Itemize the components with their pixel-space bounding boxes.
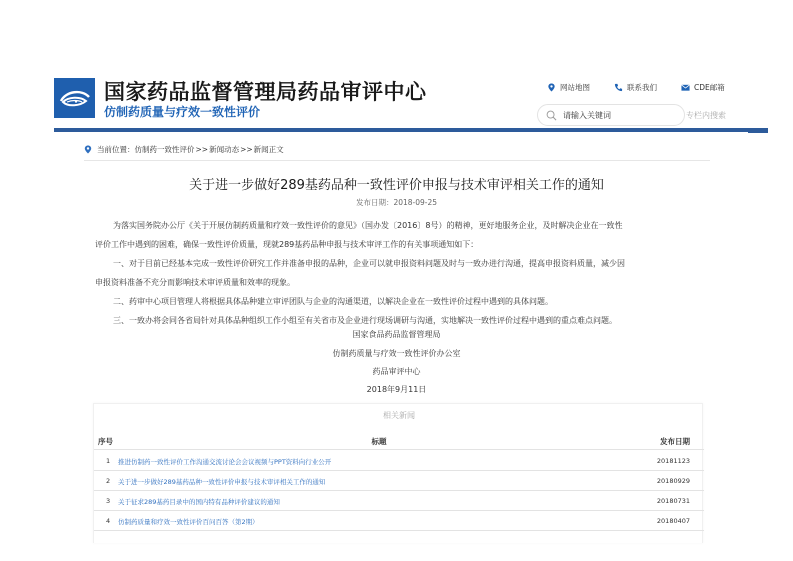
breadcrumb-item-article: 新闻正文 <box>253 145 284 154</box>
table-row <box>94 511 704 531</box>
row-date: 20181123 <box>656 457 690 465</box>
search-input[interactable] <box>563 111 673 120</box>
article-paragraph: 一、对于目前已经基本完成一致性评价研究工作并准备申报的品种，企业可以就申报资料问题及时与一致办进行沟通，提高申报资料质量，减少因 <box>113 259 625 268</box>
site-title: 国家药品监督管理局药品审评中心 <box>104 80 427 104</box>
cde-mail-label: CDE邮箱 <box>694 82 725 92</box>
table-row <box>94 491 704 511</box>
eye-logo-icon <box>54 78 95 118</box>
related-news-header-row <box>94 432 704 450</box>
row-number: 1 <box>106 457 111 465</box>
breadcrumb-separator: >> <box>195 145 209 154</box>
news-link[interactable]: 推进仿制药一致性评价工作沟通交流讨论会会议视频与PPT资料向行业公开 <box>118 458 332 466</box>
related-news-panel <box>93 403 703 543</box>
signature-org-2: 仿制药质量与疗效一致性评价办公室 <box>332 349 461 358</box>
contact-us-link[interactable] <box>614 82 657 93</box>
search-icon[interactable] <box>546 110 557 121</box>
row-date: 20180407 <box>656 517 690 525</box>
breadcrumb-divider <box>84 160 710 161</box>
breadcrumb-item-news[interactable]: 新闻动态 <box>209 145 240 154</box>
news-link[interactable]: 关于进一步做好289基药品种一致性评价申报与技术审评相关工作的通知 <box>118 478 326 486</box>
map-pin-icon <box>547 83 556 92</box>
header-divider <box>54 128 768 132</box>
row-date: 20180929 <box>656 477 690 485</box>
top-links <box>547 80 749 94</box>
phone-icon <box>614 83 623 92</box>
table-row <box>94 471 704 491</box>
column-header-date: 发布日期 <box>660 437 690 446</box>
publish-date: 发布日期：2018-09-25 <box>355 198 438 207</box>
breadcrumb <box>84 144 284 155</box>
breadcrumb-separator: >> <box>240 145 253 154</box>
site-header <box>0 0 793 132</box>
column-header-title: 标题 <box>371 437 387 446</box>
row-date: 20180731 <box>656 497 690 505</box>
site-map-link[interactable] <box>547 82 590 93</box>
row-number: 4 <box>106 517 111 525</box>
article-title: 关于进一步做好289基药品种一致性评价申报与技术审评相关工作的通知 <box>189 178 604 193</box>
article-paragraph: 三、一致办将会同各省局针对具体品种组织工作小组至有关省市及企业进行现场调研与沟通，实地解决一致性评价过程中遇到的重点难点问题。 <box>113 316 617 325</box>
signature-org-3: 药品审评中心 <box>372 367 421 376</box>
search-box <box>537 104 685 126</box>
site-logo[interactable] <box>54 78 95 118</box>
table-row <box>94 451 704 471</box>
article-paragraph: 评价工作中遇到的困难，确保一致性评价质量，现就289基药品种申报与技术审评工作的有关事项通知如下： <box>95 240 479 249</box>
breadcrumb-prefix: 当前位置： <box>97 145 135 154</box>
contact-us-label: 联系我们 <box>627 82 657 92</box>
column-header-number: 序号 <box>98 437 113 446</box>
row-number: 2 <box>106 477 111 485</box>
location-pin-icon <box>84 145 92 154</box>
article-paragraph: 二、药审中心项目管理人将根据具体品种建立审评团队与企业的沟通渠道，以解决企业在一致性评价过程中遇到的具体问题。 <box>113 297 553 306</box>
article-paragraph: 为落实国务院办公厅《关于开展仿制药质量和疗效一致性评价的意见》（国办发〔2016〕8号）的精神，更好地服务企业，及时解决企业在一致性 <box>113 221 623 230</box>
related-news-title: 相关新闻 <box>383 411 415 420</box>
news-link[interactable]: 关于征求289基药目录中的国内特有品种评价建议的通知 <box>118 498 280 506</box>
news-link[interactable]: 仿制药质量和疗效一致性评价百问百答（第2期） <box>118 518 259 526</box>
breadcrumb-item-generic-drug-evaluation[interactable]: 仿制药一致性评价 <box>134 145 195 154</box>
header-divider-accent <box>748 128 768 133</box>
cde-mail-link[interactable] <box>681 82 725 93</box>
mail-icon <box>681 83 690 92</box>
signature-date: 2018年9月11日 <box>366 385 427 394</box>
signature-org-1: 国家食品药品监督管理局 <box>352 330 441 339</box>
site-subtitle: 仿制药质量与疗效一致性评价 <box>104 105 261 119</box>
article-body <box>95 216 715 330</box>
column-search-button[interactable]: 专栏内搜索 <box>686 111 726 120</box>
site-map-label: 网站地图 <box>560 82 590 92</box>
article-paragraph: 申报资料准备不充分而影响技术审评质量和效率的现象。 <box>95 278 295 287</box>
row-number: 3 <box>106 497 111 505</box>
